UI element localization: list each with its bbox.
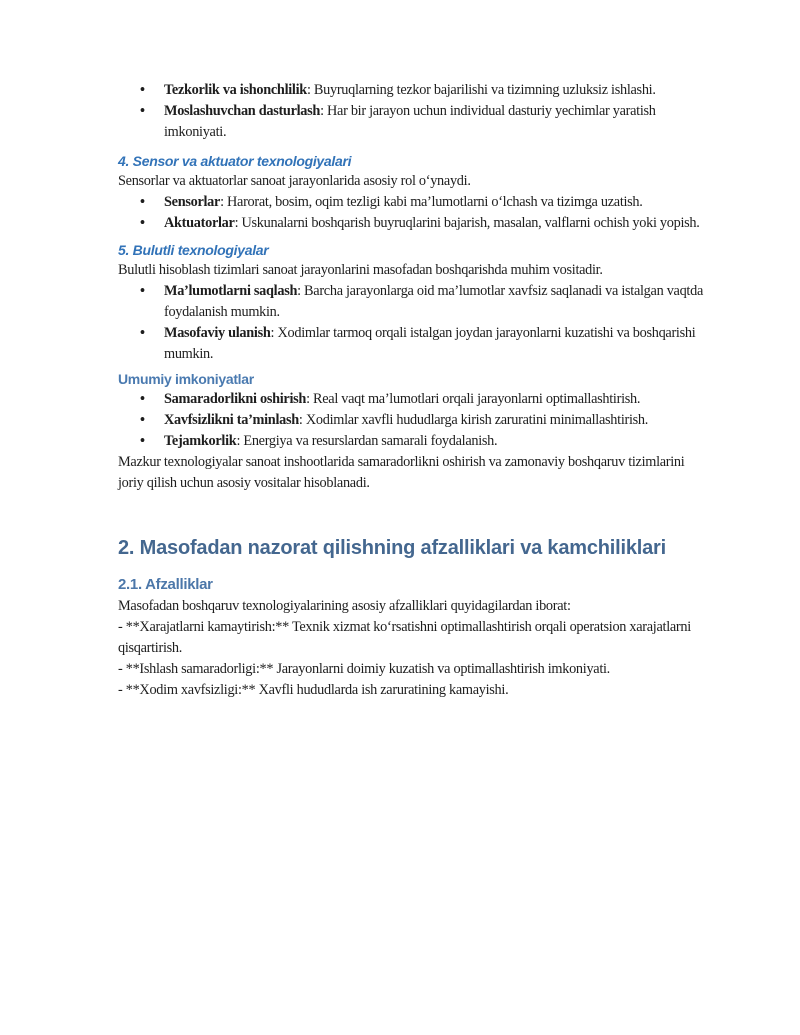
list-item [164, 192, 704, 213]
bullet-desc: : Uskunalarni boshqarish buyruqlarini bajarish, masalan, valflarni ochish yoki yopish. [234, 215, 700, 231]
bullet-desc: : Xodimlar xavfli hududlarga kirish zaruratini minimallashtirish. [298, 412, 649, 428]
advantages-intro-line: Masofadan boshqaruv texnologiyalarining asosiy afzalliklari quyidagilardan iborat: [118, 598, 571, 614]
list-item [164, 431, 704, 452]
bullet-desc: : Xodimlar tarmoq orqali istalgan joydan jarayonlarni kuzatishi va boshqarishi mumkin. [164, 325, 696, 362]
advantages-paragraph [118, 596, 704, 701]
bullet-desc: : Real vaqt ma’lumotlari orqali jarayonlarni optimallashtirish. [306, 391, 641, 407]
list-item [164, 323, 704, 365]
bullet-desc: : Barcha jarayonlarga oid ma’lumotlar xavfsiz saqlanadi va istalgan vaqtda foydalanish mumkin. [164, 283, 703, 320]
umumiy-bullet-list [118, 389, 704, 452]
list-item [164, 281, 704, 323]
list-item [164, 389, 704, 410]
bullet-term: Moslashuvchan dasturlash [164, 103, 321, 119]
paragraph-mazkur: Mazkur texnologiyalar sanoat inshootlarida samaradorlikni oshirish va zamonaviy boshqaruv tizimlarini joriy qilish uchun asosiy vositalar hisoblanadi. [118, 454, 685, 491]
bullet-term: Sensorlar [164, 194, 221, 210]
bullet-desc: : Harorat, bosim, oqim tezligi kabi ma’lumotlarni oʻlchash va tizimga uzatish. [220, 194, 643, 210]
bullet-term: Samaradorlikni oshirish [164, 391, 307, 407]
cloud-bullet-list [118, 281, 704, 365]
heading-umumiy-imkoniyatlar: Umumiy imkoniyatlar [118, 371, 254, 387]
advantages-item-line: - **Xodim xavfsizligi:** Xavfli hududlarda ish zaruratining kamayishi. [118, 682, 509, 698]
bullet-desc: : Har bir jarayon uchun individual dasturiy yechimlar yaratish imkoniyati. [164, 103, 656, 140]
paragraph-sensor: Sensorlar va aktuatorlar sanoat jarayonlarida asosiy rol oʻynaydi. [118, 173, 471, 189]
list-item [164, 213, 704, 234]
paragraph-cloud: Bulutli hisoblash tizimlari sanoat jarayonlarini masofadan boshqarishda muhim vositadir. [118, 262, 603, 278]
advantages-item-line: - **Ishlash samaradorligi:** Jarayonlarni doimiy kuzatish va optimallashtirish imkoniyati. [118, 661, 610, 677]
bullet-term: Ma’lumotlarni saqlash [164, 283, 298, 299]
bullet-term: Tezkorlik va ishonchlilik [164, 82, 307, 98]
bullet-term: Tejamkorlik [164, 433, 237, 449]
intro-bullet-list [118, 80, 704, 143]
list-item [164, 101, 704, 143]
heading-afzalliklar: 2.1. Afzalliklar [118, 576, 213, 593]
heading-bulutli: 5. Bulutli texnologiyalar [118, 242, 269, 258]
bullet-desc: : Energiya va resurslardan samarali foydalanish. [236, 433, 498, 449]
list-item [164, 80, 704, 101]
bullet-desc: : Buyruqlarning tezkor bajarilishi va tizimning uzluksiz ishlashi. [306, 82, 656, 98]
bullet-term: Xavfsizlikni ta’minlash [164, 412, 299, 428]
advantages-item-line: - **Xarajatlarni kamaytirish:** Texnik xizmat koʻrsatishni optimallashtirish orqali operatsion xarajatlarni qisqartirish. [118, 619, 691, 656]
bullet-term: Aktuatorlar [164, 215, 235, 231]
sensor-bullet-list [118, 192, 704, 234]
list-item [164, 410, 704, 431]
bullet-term: Masofaviy ulanish [164, 325, 271, 341]
heading-sensor-aktuator: 4. Sensor va aktuator texnologiyalari [118, 153, 352, 169]
heading-masofadan-nazorat: 2. Masofadan nazorat qilishning afzalliklari va kamchiliklari [118, 537, 666, 559]
